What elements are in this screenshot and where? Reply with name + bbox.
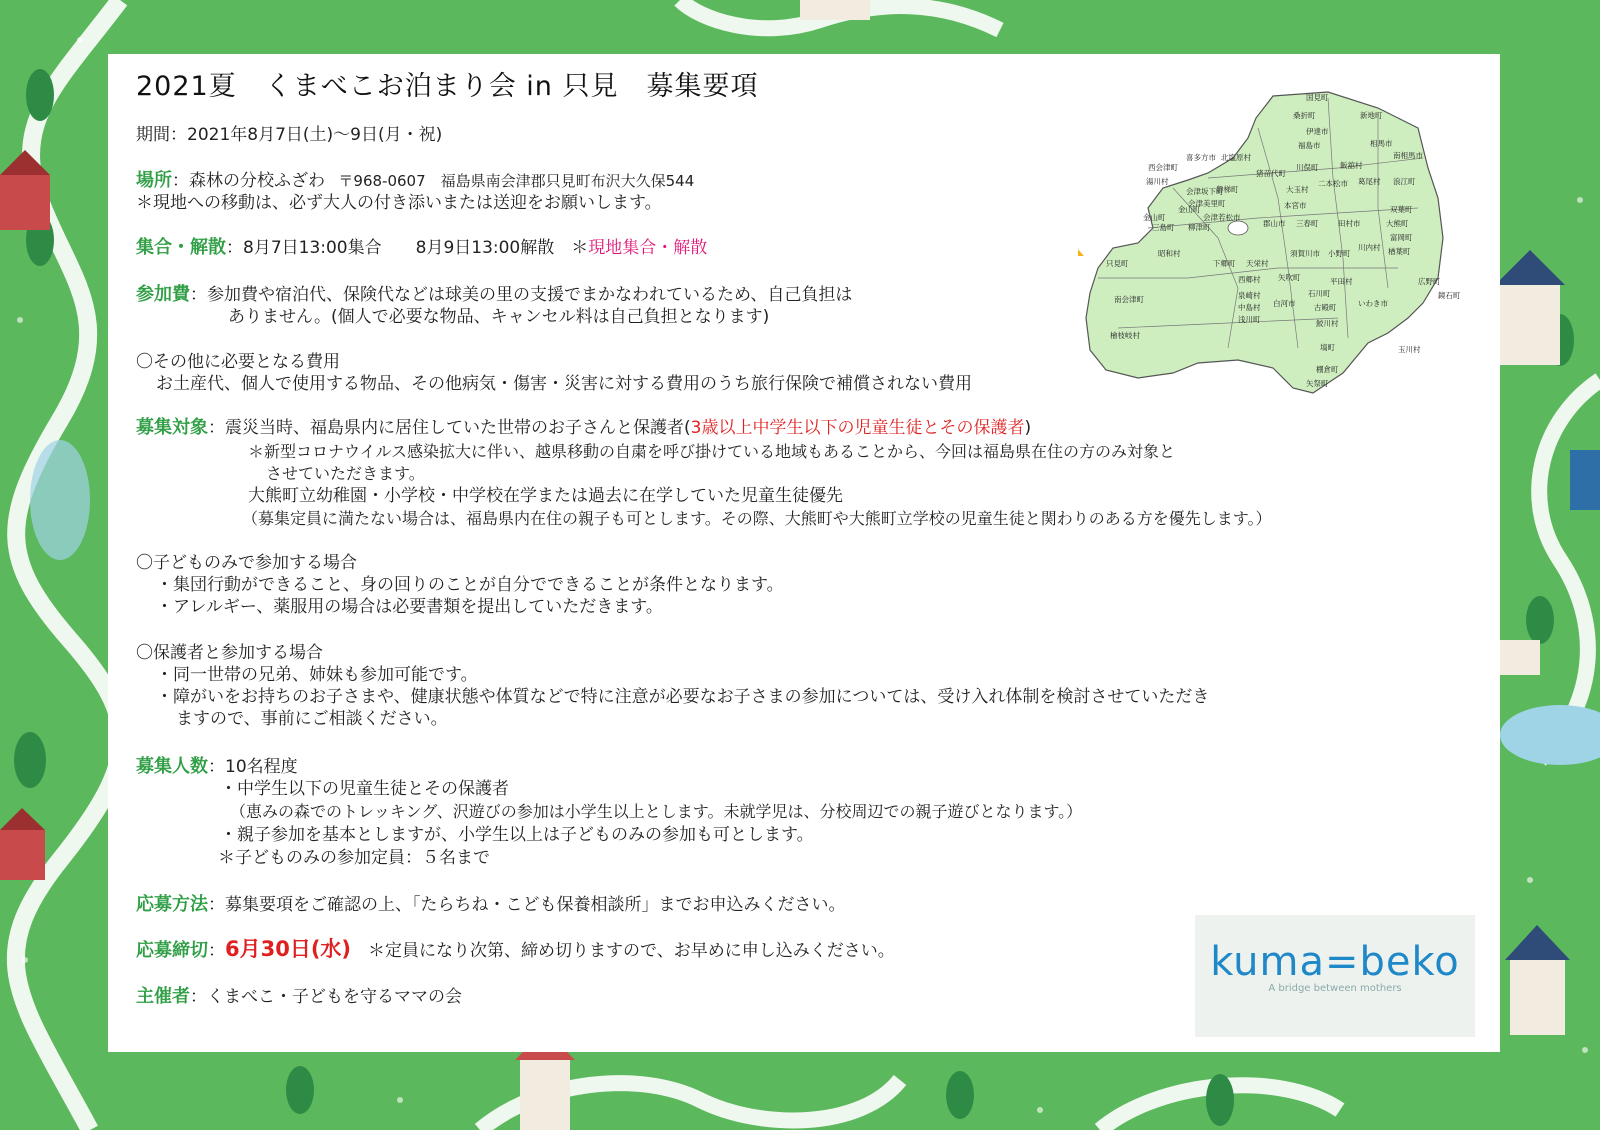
map-label: 西郷村 [1238,275,1261,284]
apply-method-label: 応募方法 [136,894,208,915]
map-label: 国見町 [1306,93,1329,102]
capacity-label: 募集人数 [136,756,208,777]
map-label: 三島町 [1152,223,1175,232]
map-label: 富岡町 [1390,233,1413,242]
deadline-colon: ： [208,941,225,961]
map-label: 南相馬市 [1393,151,1423,160]
map-label: 磐梯町 [1216,185,1239,194]
map-label: 桑折町 [1293,111,1316,120]
assembly-highlight: 現地集合・解散 [588,238,708,258]
apply-method-line [136,894,846,916]
map-label: 広野町 [1418,277,1441,286]
map-label: 会津美里町 [1188,199,1226,208]
organizer-text: ：くまべこ・子どもを守るママの会 [190,987,462,1007]
map-label: 北塩原村 [1221,153,1251,162]
fee-line1: ：参加費や宿泊代、保険代などは球美の里の支援でまかなわれているため、自己負担は [190,285,853,305]
map-label: 古殿町 [1314,303,1337,312]
map-label: 塙町 [1320,343,1335,352]
fee-line [136,284,852,306]
map-label: 川内村 [1358,243,1381,252]
map-label: 平田村 [1330,277,1353,286]
map-label: 飯舘村 [1340,161,1363,170]
map-label: 福島市 [1298,141,1321,150]
map-label: 田村市 [1338,219,1361,228]
map-label: 泉崎村 [1238,291,1261,300]
target-note1: ＊新型コロナウイルス感染拡大に伴い、越県移動の自粛を呼び掛けている地域もあることから、今回は福島県在住の方のみ対象と [248,442,1176,461]
map-label: 金山町 [1178,205,1201,214]
map-label: 浅川町 [1238,315,1261,324]
target-note2: させていただきます。 [266,464,425,483]
arrow-icon [1078,228,1084,256]
venue-address: 〒968-0607 福島県南会津郡只見町布沢大久保544 [338,172,695,190]
map-label: 天栄村 [1246,259,1269,268]
apply-method-text: ：募集要項をご確認の上、「たらちね・こども保養相談所」までお申込みください。 [208,895,846,915]
map-label: 新地町 [1360,111,1383,120]
other-costs-heading: 〇その他に必要となる費用 [136,352,340,372]
map-label: 喜多方市 [1186,153,1216,162]
map-label: 昭和村 [1158,249,1181,258]
map-label: 檜枝岐村 [1110,331,1140,340]
capacity-line4: ＊子どものみの参加定員：５名まで [218,848,490,868]
capacity-line1: ・中学生以下の児童生徒とその保護者 [220,779,509,799]
deadline-label: 応募締切 [136,940,208,961]
map-label: 鏡石町 [1438,291,1461,300]
map-label: 会津若松市 [1203,213,1241,222]
map-label: 西会津町 [1148,163,1178,172]
map-label: 玉川村 [1398,345,1421,354]
map-label: 中島村 [1238,303,1261,312]
logo-wordmark: kuma=beko [1210,939,1460,985]
logo-tagline: A bridge between mothers [1268,983,1402,994]
map-label: 湯川村 [1146,177,1169,186]
target-text: ：震災当時、福島県内に居住していた世帯のお子さんと保護者( [208,418,691,438]
target-highlight: 3歳以上中学生以下の児童生徒とその保護者 [690,418,1025,438]
deadline-note: ＊定員になり次第、締め切りますので、お早めに申し込みください。 [351,941,895,961]
map-label: 伊達市 [1306,127,1329,136]
recruitment-card [108,54,1500,1052]
map-label: 金山町 [1143,213,1166,222]
map-label: 大玉村 [1286,185,1309,194]
map-label: 三春町 [1296,219,1319,228]
target-note4: （募集定員に満たない場合は、福島県内在住の親子も可とします。その際、大熊町や大熊町立学校の児童生徒と関わりのある方を優先します。） [242,509,1272,528]
period-text: 期間：2021年8月7日(土)～9日(月・祝) [136,125,443,145]
map-label: 只見町 [1106,259,1129,268]
children-only-heading: 〇子どものみで参加する場合 [136,553,357,573]
map-label: 郡山市 [1263,219,1286,228]
with-guardian-item-1: ・同一世帯の兄弟、姉妹も参加可能です。 [156,665,478,685]
map-label: 会津坂下町 [1186,187,1224,196]
map-label: 鮫川村 [1316,319,1339,328]
other-costs-text: お土産代、個人で使用する物品、その他病気・傷害・災害に対する費用のうち旅行保険で補償されない費用 [156,374,972,394]
map-label: 浪江町 [1393,177,1416,186]
venue-label: 場所 [136,170,172,191]
with-guardian-item-2b: ますので、事前にご相談ください。 [176,709,448,729]
map-label: 小野町 [1328,249,1351,258]
assembly-label: 集合・解散 [136,237,226,258]
map-label: 相馬市 [1370,139,1393,148]
deadline-date: 6月30日(水) [225,937,352,961]
children-only-item-1: ・集団行動ができること、身の回りのことが自分でできることが条件となります。 [156,575,784,595]
map-label: 柳津町 [1188,223,1211,232]
target-label: 募集対象 [136,417,208,438]
map-label: 猪苗代町 [1256,169,1286,178]
map-label: いわき市 [1358,299,1388,308]
kumabeko-logo [1195,915,1475,1037]
deadline-line [136,938,895,962]
assembly-text: ：8月7日13:00集合 8月9日13:00解散 ＊ [226,238,589,258]
page-title: 2021夏 くまべこお泊まり会 in 只見 募集要項 [136,71,759,102]
map-label: 二本松市 [1318,179,1348,188]
children-only-item-2: ・アレルギー、薬服用の場合は必要書類を提出していただきます。 [156,597,663,617]
map-label: 下郷町 [1213,259,1236,268]
fukushima-map [1078,88,1488,408]
map-label: 矢吹町 [1278,273,1301,282]
with-guardian-heading: 〇保護者と参加する場合 [136,643,323,663]
assembly-line [136,237,707,259]
map-label: 矢祭町 [1306,379,1329,388]
map-label: 須賀川市 [1290,249,1320,258]
capacity-line [136,756,298,778]
capacity-line2: （恵みの森でのトレッキング、沢遊びの参加は小学生以上とします。未就学児は、分校周辺での親子遊びとなります。） [230,802,1083,821]
venue-line [136,170,694,192]
with-guardian-item-2: ・障がいをお持ちのお子さまや、健康状態や体質などで特に注意が必要なお子さまの参加については、受け入れ体制を検討させていただき [156,687,1210,707]
map-label: 楢葉町 [1388,247,1411,256]
target-line [136,417,1031,439]
fee-line2: ありません。(個人で必要な物品、キャンセル料は自己負担となります) [228,307,770,327]
fee-label: 参加費 [136,284,190,305]
map-label: 大熊町 [1386,219,1409,228]
map-label: 石川町 [1308,289,1331,298]
capacity-line3: ・親子参加を基本としますが、小学生以上は子どものみの参加も可とします。 [220,825,814,845]
map-label: 白河市 [1273,299,1296,308]
map-label: 南会津町 [1114,295,1144,304]
map-label: 棚倉町 [1316,365,1339,374]
target-note3: 大熊町立幼稚園・小学校・中学校在学または過去に在学していた児童生徒優先 [248,486,843,506]
map-label: 双葉町 [1390,205,1413,214]
organizer-label: 主催者 [136,986,190,1007]
map-label: 本宮市 [1284,201,1307,210]
map-label: 川俣町 [1296,163,1319,172]
organizer-line [136,986,462,1008]
map-label: 葛尾村 [1358,177,1381,186]
venue-note: ＊現地への移動は、必ず大人の付き添いまたは送迎をお願いします。 [136,193,662,213]
venue-text: ：森林の分校ふざわ [172,171,325,191]
capacity-text: ：10名程度 [208,757,298,777]
target-close: ) [1024,418,1032,438]
